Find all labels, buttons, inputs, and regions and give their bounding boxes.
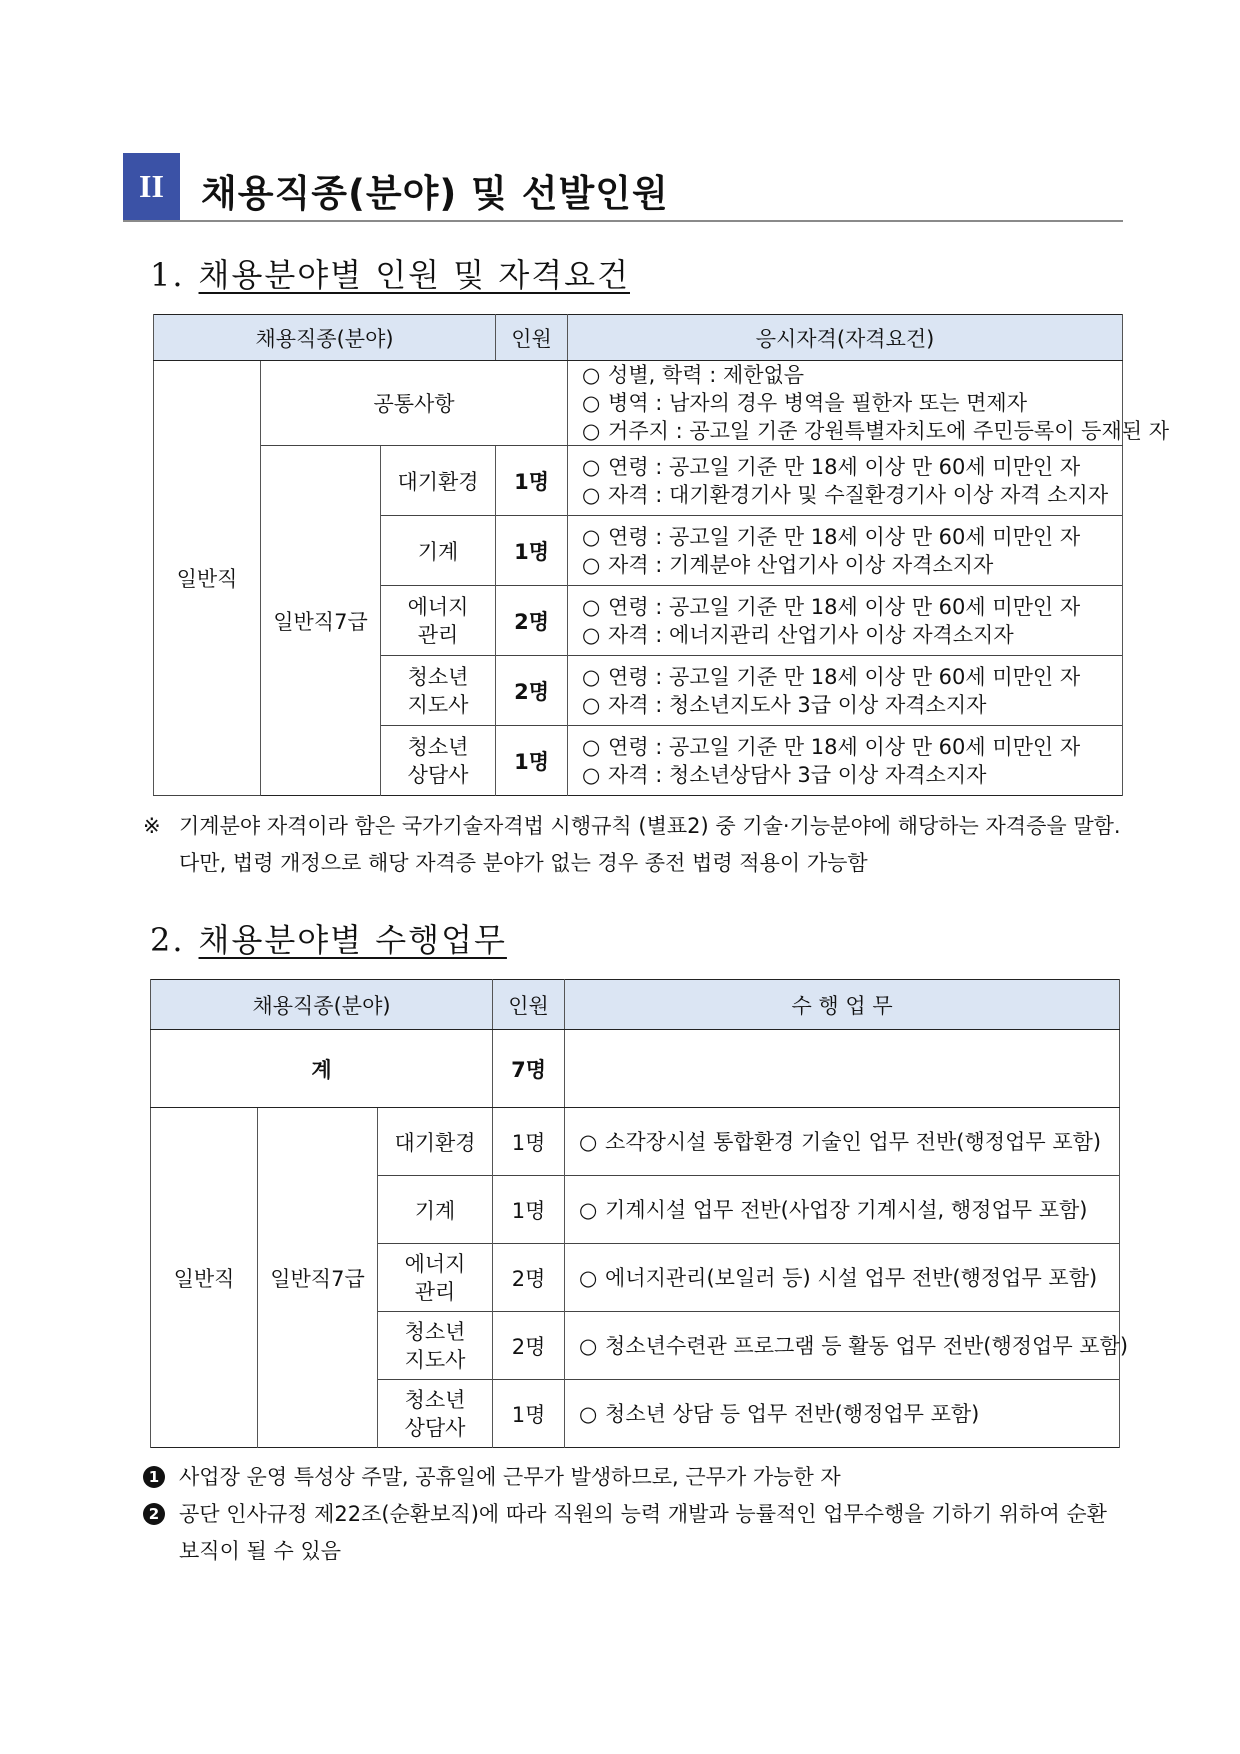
header-duty: 수 행 업 무 [565,980,1120,1030]
table-row-count: 1명 [493,1380,565,1448]
table-row-field: 청소년 지도사 [381,656,496,726]
table-row-count: 1명 [496,726,568,796]
table-row-count: 1명 [493,1108,565,1176]
table-row-requirements: ○ 연령 : 공고일 기준 만 18세 이상 만 60세 미만인 자 ○ 자격 : 대기환경기사 및 수질환경기사 이상 자격 소지자 [568,446,1123,516]
table-row-duty: ○ 청소년수련관 프로그램 등 활동 업무 전반(행정업무 포함) [565,1312,1120,1380]
part1-number: 1. [150,256,185,294]
table-row-requirements: ○ 연령 : 공고일 기준 만 18세 이상 만 60세 미만인 자 ○ 자격 : 에너지관리 산업기사 이상 자격소지자 [568,586,1123,656]
common-label: 공통사항 [261,361,568,446]
grade-cell: 일반직7급 [258,1108,378,1448]
condition-note-1 [143,1459,1123,1496]
total-label: 계 [151,1030,493,1108]
section-number: II [123,153,180,220]
table-row-field: 청소년 지도사 [378,1312,493,1380]
header-count: 인원 [496,315,568,361]
grade-cell: 일반직7급 [261,446,381,796]
table-row-field: 기계 [378,1176,493,1244]
table-row-count: 2명 [493,1244,565,1312]
common-requirements [568,361,1169,446]
table-row-count: 2명 [496,656,568,726]
qualification-table [153,314,1169,796]
list-item: ○ 거주지 : 공고일 기준 강원특별자치도에 주민등록이 등재된 자 [582,419,1169,443]
table-row-field: 대기환경 [378,1108,493,1176]
number-badge: 1 [143,1466,165,1488]
table-row-field: 기계 [381,516,496,586]
table-row-duty: ○ 에너지관리(보일러 등) 시설 업무 전반(행정업무 포함) [565,1244,1120,1312]
footnote [143,808,1123,882]
table-row-requirements: ○ 연령 : 공고일 기준 만 18세 이상 만 60세 미만인 자 ○ 자격 : 청소년지도사 3급 이상 자격소지자 [568,656,1123,726]
duty-table [150,979,1129,1448]
list-item: ○ 성별, 학력 : 제한없음 [582,363,805,387]
section-title: 채용직종(분야) 및 선발인원 [201,172,669,215]
header-count: 인원 [493,980,565,1030]
header-qualification: 응시자격(자격요건) [568,315,1123,361]
table-row-count: 2명 [493,1312,565,1380]
table-row-requirements: ○ 연령 : 공고일 기준 만 18세 이상 만 60세 미만인 자 ○ 자격 : 기계분야 산업기사 이상 자격소지자 [568,516,1123,586]
part2-heading [150,915,507,961]
section-header [123,153,1123,222]
footnote-mark: ※ [143,814,161,838]
condition-text: 사업장 운영 특성상 주말, 공휴일에 근무가 발생하므로, 근무가 가능한 자 [179,1465,841,1489]
table-row-count: 1명 [496,516,568,586]
table-row-field: 대기환경 [381,446,496,516]
table-row-count: 1명 [496,446,568,516]
part1-heading [150,250,630,296]
table-row-field: 청소년 상담사 [381,726,496,796]
list-item: ○ 병역 : 남자의 경우 병역을 필한자 또는 면제자 [582,391,1027,415]
table-row-field: 청소년 상담사 [378,1380,493,1448]
condition-note-2 [143,1496,1123,1570]
total-duty [565,1030,1120,1108]
part2-number: 2. [150,921,185,959]
table-row-count: 2명 [496,586,568,656]
footnote-text: 기계분야 자격이라 함은 국가기술자격법 시행규칙 (별표2) 중 기술·기능분야에 해당하는 자격증을 말함. 다만, 법령 개정으로 해당 자격증 분야가 없는 경우 종전 법령 적용이 가능함 [179,814,1121,875]
group-cell: 일반직 [151,1108,258,1448]
total-count: 7명 [493,1030,565,1108]
table-row-duty: ○ 기계시설 업무 전반(사업장 기계시설, 행정업무 포함) [565,1176,1120,1244]
table-row-field: 에너지 관리 [381,586,496,656]
table-row-duty: ○ 청소년 상담 등 업무 전반(행정업무 포함) [565,1380,1120,1448]
condition-text: 공단 인사규정 제22조(순환보직)에 따라 직원의 능력 개발과 능률적인 업무수행을 기하기 위하여 순환보직이 될 수 있음 [179,1502,1107,1563]
table-row-duty: ○ 소각장시설 통합환경 기술인 업무 전반(행정업무 포함) [565,1108,1120,1176]
section-divider [123,220,1123,222]
table-row-count: 1명 [493,1176,565,1244]
part2-title: 채용분야별 수행업무 [198,921,507,959]
number-badge: 2 [143,1503,165,1525]
group-cell: 일반직 [154,361,261,796]
table-row-field: 에너지 관리 [378,1244,493,1312]
part1-title: 채용분야별 인원 및 자격요건 [198,256,630,294]
header-field: 채용직종(분야) [151,980,493,1030]
table-row-requirements: ○ 연령 : 공고일 기준 만 18세 이상 만 60세 미만인 자 ○ 자격 : 청소년상담사 3급 이상 자격소지자 [568,726,1123,796]
header-field: 채용직종(분야) [154,315,496,361]
